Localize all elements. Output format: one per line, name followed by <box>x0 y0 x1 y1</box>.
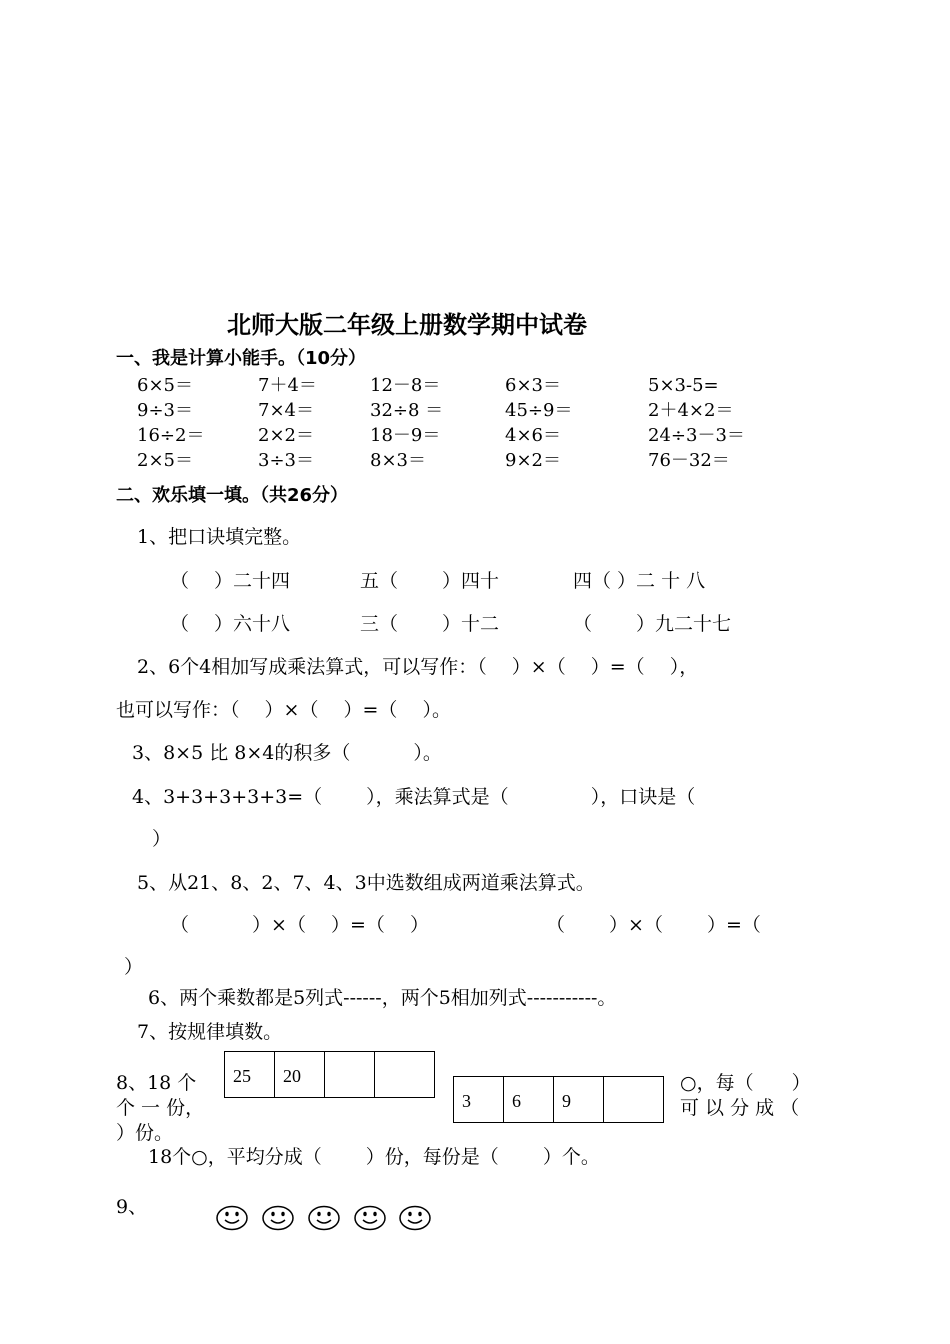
sequence-table-1 <box>224 1051 435 1098</box>
q5-equation-1: （ ）×（ ）=（ ） <box>170 914 429 936</box>
calc-item: 12－8＝ <box>370 375 441 396</box>
calc-item: 9÷3＝ <box>137 400 193 421</box>
question-8-part: ○，每（ ） <box>680 1072 811 1094</box>
section1-heading: 一、我是计算小能手。（10分） <box>116 348 367 369</box>
question-5: 5、从21、8、2、7、4、3中选数组成两道乘法算式。 <box>137 872 595 894</box>
calc-item: 6×5＝ <box>137 375 193 396</box>
sequence-cell: 20 <box>275 1052 325 1098</box>
sequence-cell: 25 <box>225 1052 275 1098</box>
question-2: 2、6个4相加写成乘法算式，可以写作：（ ）×（ ）=（ ）， <box>137 656 699 678</box>
question-8-part: 个 一 份， <box>116 1097 205 1119</box>
calc-item: 18－9＝ <box>370 425 441 446</box>
sequence-cell[interactable] <box>325 1052 375 1098</box>
calc-item: 5×3-5= <box>648 375 719 396</box>
calc-item: 3÷3＝ <box>258 450 314 471</box>
calc-item: 2＋4×2＝ <box>648 400 734 421</box>
calc-item: 4×6＝ <box>505 425 561 446</box>
question-9: 9、 <box>116 1196 148 1218</box>
q1-blank: 三（ ）十二 <box>360 613 500 635</box>
sequence-cell[interactable] <box>604 1077 664 1123</box>
calc-item: 24÷3－3＝ <box>648 425 745 446</box>
calc-item: 76－32＝ <box>648 450 730 471</box>
question-8-part: ）份。 <box>116 1122 174 1144</box>
question-8-part: 可 以 分 成 （ <box>680 1097 800 1119</box>
q1-blank: （ ）六十八 <box>170 613 291 635</box>
q1-blank: （ ）二十四 <box>170 570 291 592</box>
smiley-face-icon <box>308 1205 340 1231</box>
section2-heading: 二、欢乐填一填。（共26分） <box>116 485 349 506</box>
question-3: 3、8×5 比 8×4的积多（ ）。 <box>132 742 442 764</box>
calc-item: 7＋4＝ <box>258 375 317 396</box>
q5-equation-cont: ） <box>124 956 144 978</box>
calc-item: 8×3＝ <box>370 450 426 471</box>
sequence-table-2 <box>453 1076 664 1123</box>
question-4-cont: ） <box>152 828 172 850</box>
smiley-face-icon <box>399 1205 431 1231</box>
calc-item: 16÷2＝ <box>137 425 205 446</box>
calc-item: 9×2＝ <box>505 450 561 471</box>
calc-item: 32÷8 ＝ <box>370 400 444 421</box>
question-2-cont: 也可以写作：（ ）×（ ）=（ ）。 <box>116 699 451 721</box>
question-8: 8、18 个 <box>116 1072 197 1094</box>
sequence-cell: 9 <box>554 1077 604 1123</box>
calc-item: 2×2＝ <box>258 425 314 446</box>
smiley-face-icon <box>216 1205 248 1231</box>
q1-blank: （ ）九二十七 <box>573 613 732 635</box>
calc-item: 2×5＝ <box>137 450 193 471</box>
question-8-line: 18个○，平均分成（ ）份，每份是（ ）个。 <box>148 1146 600 1168</box>
question-6: 6、两个乘数都是5列式------，两个5相加列式-----------。 <box>148 987 617 1009</box>
page-title: 北师大版二年级上册数学期中试卷 <box>227 311 587 339</box>
calc-item: 45÷9＝ <box>505 400 573 421</box>
smiley-face-icon <box>262 1205 294 1231</box>
sequence-cell[interactable] <box>375 1052 435 1098</box>
q1-blank: 四（ ）二 十 八 <box>573 570 706 592</box>
calc-item: 7×4＝ <box>258 400 314 421</box>
q1-blank: 五（ ）四十 <box>360 570 500 592</box>
question-1: 1、把口诀填完整。 <box>137 526 302 548</box>
sequence-cell: 6 <box>504 1077 554 1123</box>
smiley-face-icon <box>354 1205 386 1231</box>
calc-item: 6×3＝ <box>505 375 561 396</box>
sequence-cell: 3 <box>454 1077 504 1123</box>
q5-equation-2: （ ）×（ ）=（ <box>546 914 761 936</box>
question-4: 4、3+3+3+3+3=（ ），乘法算式是（ ），口诀是（ <box>132 786 696 808</box>
question-7: 7、按规律填数。 <box>137 1021 283 1043</box>
